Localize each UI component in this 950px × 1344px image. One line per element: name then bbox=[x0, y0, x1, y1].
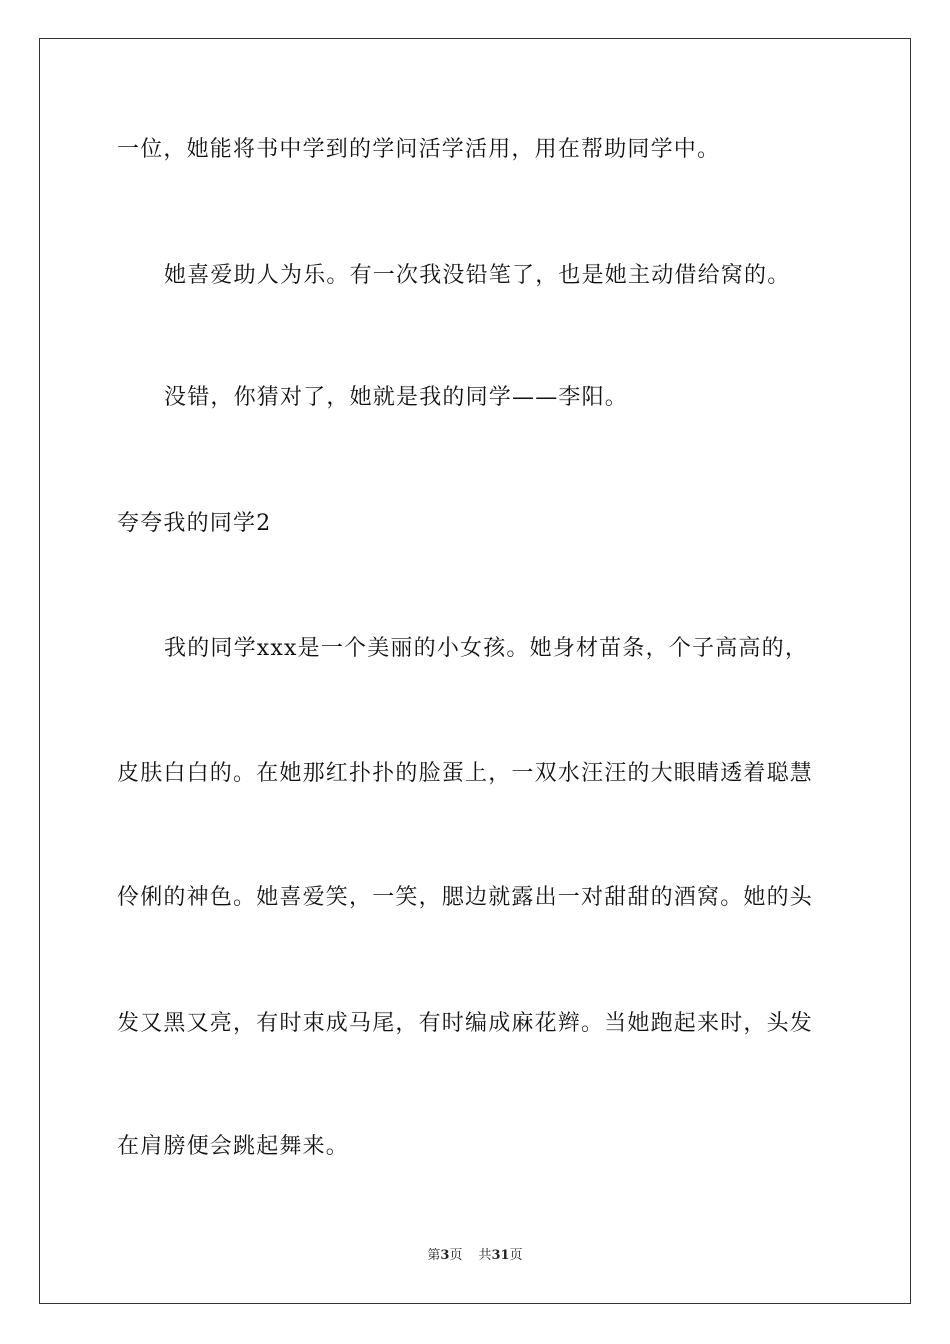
paragraph-line-3: 没错，你猜对了，她就是我的同学——李阳。 bbox=[164, 385, 629, 410]
paragraph-line-1: 一位，她能将书中学到的学问活学活用，用在帮助同学中。 bbox=[117, 137, 721, 162]
paragraph-line-8: 在肩膀便会跳起舞来。 bbox=[117, 1134, 350, 1159]
paragraph-line-6: 伶俐的神色。她喜爱笑，一笑，腮边就露出一对甜甜的酒窝。她的头 bbox=[117, 885, 814, 910]
footer-page-prefix: 第 bbox=[427, 1248, 441, 1263]
section-heading: 夸夸我的同学2 bbox=[117, 511, 272, 536]
footer-page-suffix: 页 bbox=[449, 1248, 463, 1263]
footer-page-number: 3 bbox=[440, 1248, 450, 1263]
paragraph-line-7: 发又黑又亮，有时束成马尾，有时编成麻花辫。当她跑起来时，头发 bbox=[117, 1011, 814, 1036]
footer-total-prefix: 共 bbox=[478, 1248, 492, 1263]
paragraph-line-4: 我的同学xxx是一个美丽的小女孩。她身材苗条，个子高高的， bbox=[164, 636, 809, 661]
page-footer bbox=[0, 1246, 950, 1266]
footer-total-pages: 31 bbox=[491, 1248, 510, 1263]
paragraph-line-5: 皮肤白白的。在她那红扑扑的脸蛋上，一双水汪汪的大眼睛透着聪慧 bbox=[117, 761, 814, 786]
footer-total-suffix: 页 bbox=[509, 1248, 523, 1263]
page-border bbox=[39, 38, 911, 1304]
paragraph-line-2: 她喜爱助人为乐。有一次我没铅笔了，也是她主动借给窝的。 bbox=[164, 263, 791, 288]
